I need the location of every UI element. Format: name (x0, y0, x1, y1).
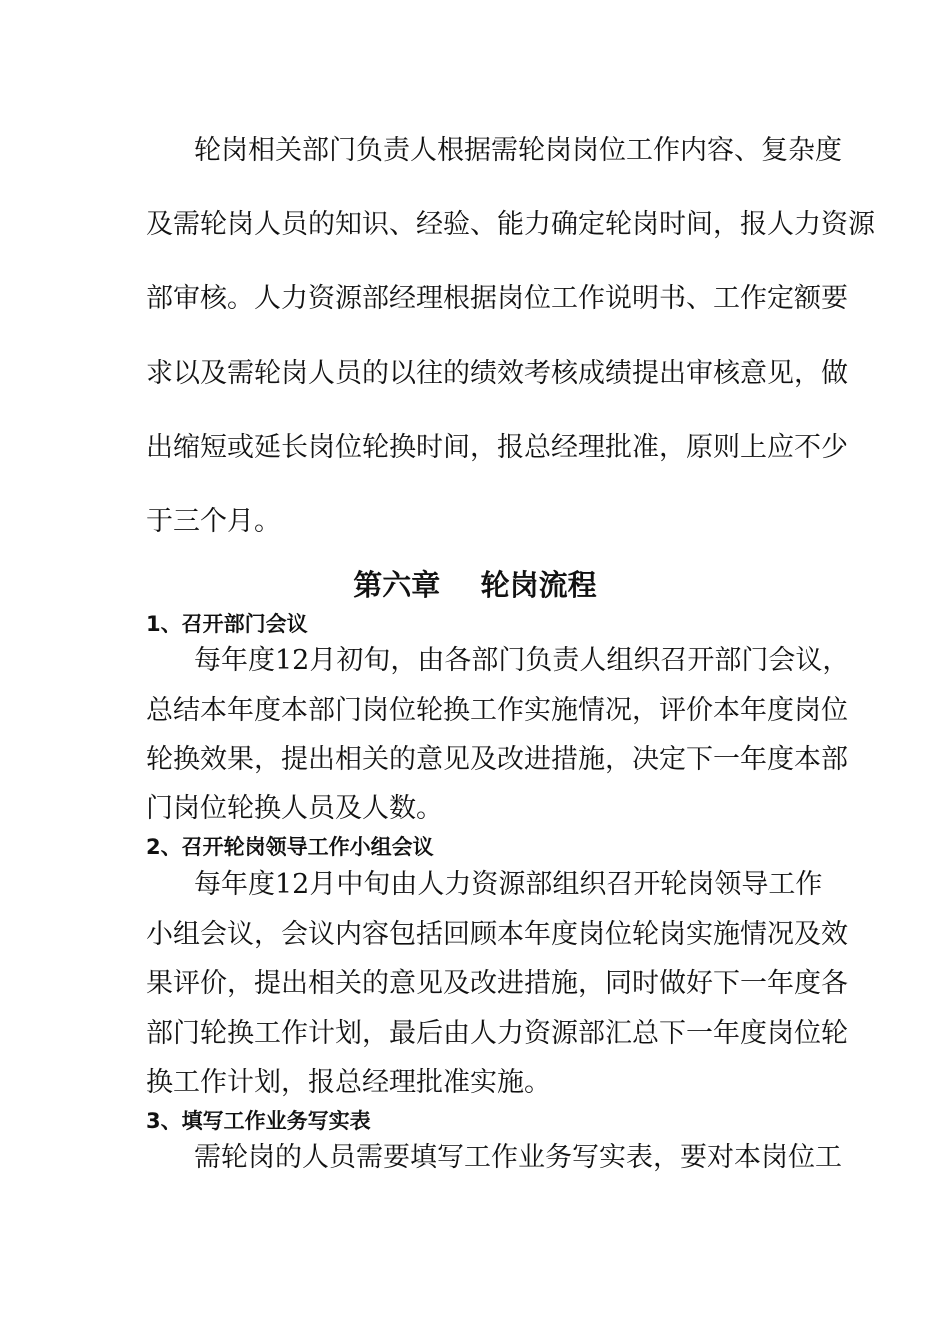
section-1-line-2: 总结本年度本部门岗位轮换工作实施情况，评价本年度岗位 (146, 695, 848, 726)
section-3-line-1: 需轮岗的人员需要填写工作业务写实表，要对本岗位工 (194, 1142, 842, 1173)
intro-line-6: 于三个月。 (146, 506, 281, 537)
intro-line-5: 出缩短或延长岗位轮换时间，报总经理批准，原则上应不少 (146, 432, 848, 463)
section-2-line-5: 换工作计划，报总经理批准实施。 (146, 1067, 551, 1098)
section-heading-3: 3、填写工作业务写实表 (146, 1109, 371, 1133)
intro-line-2: 及需轮岗人员的知识、经验、能力确定轮岗时间，报人力资源 (146, 209, 875, 240)
intro-line-3: 部审核。人力资源部经理根据岗位工作说明书、工作定额要 (146, 283, 848, 314)
section-2-line-3: 果评价，提出相关的意见及改进措施，同时做好下一年度各 (146, 968, 848, 999)
section-heading-1: 1、召开部门会议 (146, 612, 308, 636)
intro-line-4: 求以及需轮岗人员的以往的绩效考核成绩提出审核意见，做 (146, 358, 848, 389)
intro-line-1: 轮岗相关部门负责人根据需轮岗岗位工作内容、复杂度 (194, 135, 842, 166)
section-1-line-3: 轮换效果，提出相关的意见及改进措施，决定下一年度本部 (146, 744, 848, 775)
section-2-line-4: 部门轮换工作计划，最后由人力资源部汇总下一年度岗位轮 (146, 1018, 848, 1049)
section-1-line-4: 门岗位轮换人员及人数。 (146, 793, 443, 824)
section-1-line-1: 每年度12月初旬，由各部门负责人组织召开部门会议， (194, 645, 850, 676)
chapter-title: 第六章 轮岗流程 (353, 568, 597, 602)
section-2-line-2: 小组会议，会议内容包括回顾本年度岗位轮岗实施情况及效 (146, 919, 848, 950)
section-heading-2: 2、召开轮岗领导工作小组会议 (146, 835, 434, 859)
section-2-line-1: 每年度12月中旬由人力资源部组织召开轮岗领导工作 (194, 869, 823, 900)
